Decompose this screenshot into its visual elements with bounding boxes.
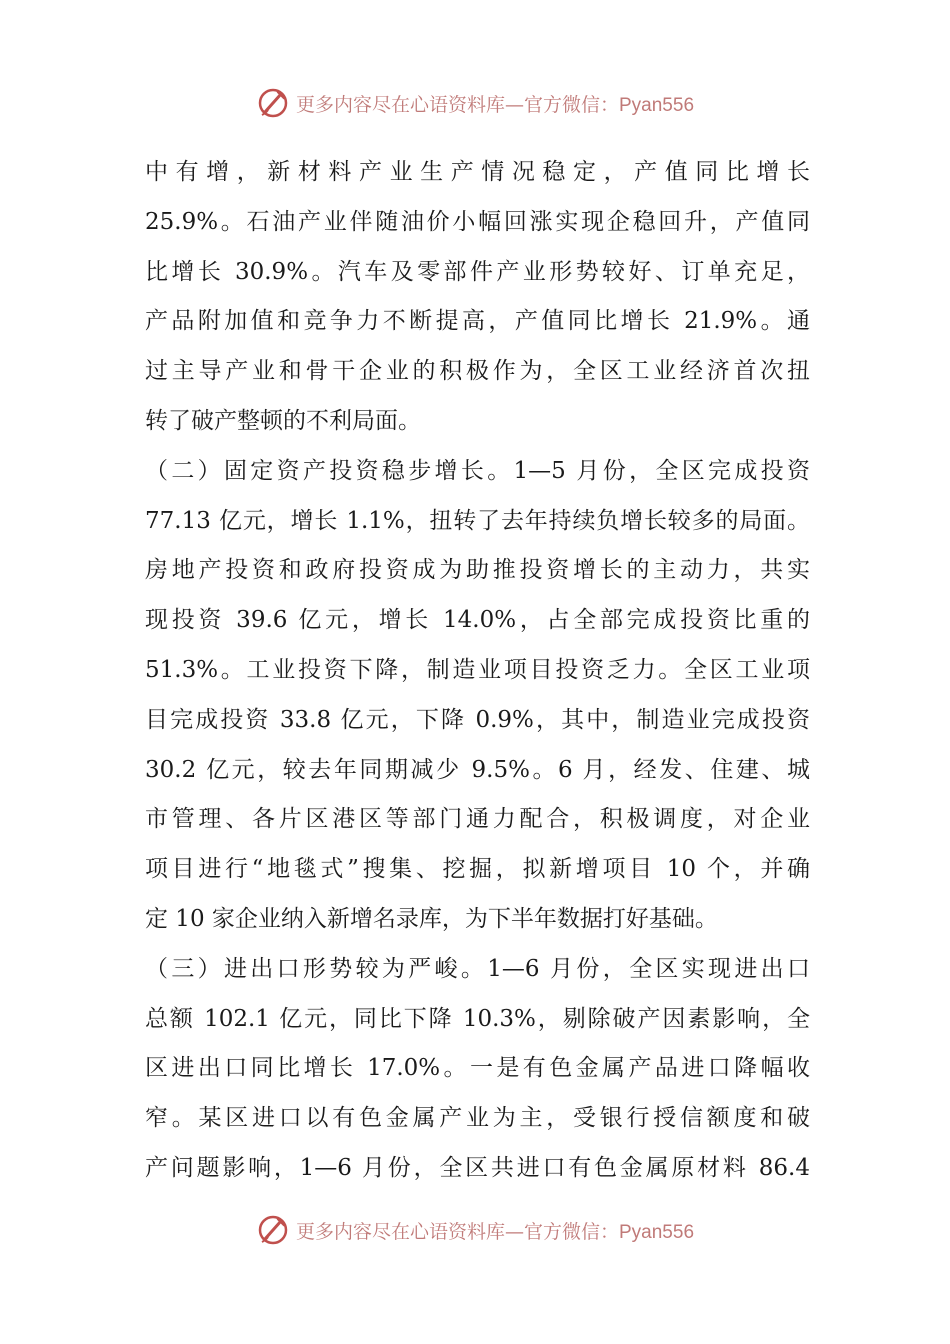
text-line: 51.3%。工业投资下降，制造业项目投资乏力。全区工业项: [145, 656, 810, 683]
document-body: [145, 148, 810, 1194]
watermark-text: 更多内容尽在心语资料库—官方微信：Pyan556: [295, 93, 695, 116]
text-line: 房地产投资和政府投资成为助推投资增长的主动力，共实: [145, 557, 810, 584]
text-line: 比增长 30.9%。汽车及零部件产业形势较好、订单充足，: [145, 258, 810, 285]
text-line: 25.9%。石油产业伴随油价小幅回涨实现企稳回升，产值同: [145, 208, 810, 235]
text-line: 过主导产业和骨干企业的积极作为，全区工业经济首次扭: [145, 358, 810, 385]
text-line: 转了破产整顿的不利局面。: [145, 407, 421, 434]
text-line: 77.13 亿元，增长 1.1%，扭转了去年持续负增长较多的局面。: [145, 507, 810, 534]
text-line: （二）固定资产投资稳步增长。1—5 月份，全区完成投资: [145, 457, 810, 484]
text-line: 区进出口同比增长 17.0%。一是有色金属产品进口降幅收: [145, 1055, 810, 1082]
text-line: 定 10 家企业纳入新增名录库，为下半年数据打好基础。: [145, 905, 718, 932]
text-line: 产问题影响，1—6 月份，全区共进口有色金属原材料 86.4: [145, 1154, 810, 1181]
text-line: （三）进出口形势较为严峻。1—6 月份，全区实现进出口: [145, 955, 810, 982]
text-line: 产品附加值和竞争力不断提高，产值同比增长 21.9%。通: [145, 308, 810, 335]
text-line: 目完成投资 33.8 亿元，下降 0.9%，其中，制造业完成投资: [145, 706, 810, 733]
text-line: 中有增，新材料产业生产情况稳定，产值同比增长: [145, 159, 810, 185]
text-line: 总额 102.1 亿元，同比下降 10.3%，剔除破产因素影响，全: [145, 1005, 810, 1032]
text-line: 30.2 亿元，较去年同期减少 9.5%。6 月，经发、住建、城: [145, 756, 810, 783]
header-watermark: [0, 83, 950, 123]
text-line: 项目进行“地毯式”搜集、挖掘，拟新增项目 10 个，并确: [145, 856, 810, 883]
text-line: 市管理、各片区港区等部门通力配合，积极调度，对企业: [145, 806, 810, 833]
pen-logo-icon: [256, 86, 290, 120]
watermark-text: 更多内容尽在心语资料库—官方微信：Pyan556: [295, 1220, 695, 1243]
text-line: 现投资 39.6 亿元，增长 14.0%，占全部完成投资比重的: [145, 607, 810, 634]
pen-logo-icon: [256, 1213, 290, 1247]
footer-watermark: [0, 1210, 950, 1250]
text-line: 窄。某区进口以有色金属产业为主，受银行授信额度和破: [145, 1105, 810, 1132]
